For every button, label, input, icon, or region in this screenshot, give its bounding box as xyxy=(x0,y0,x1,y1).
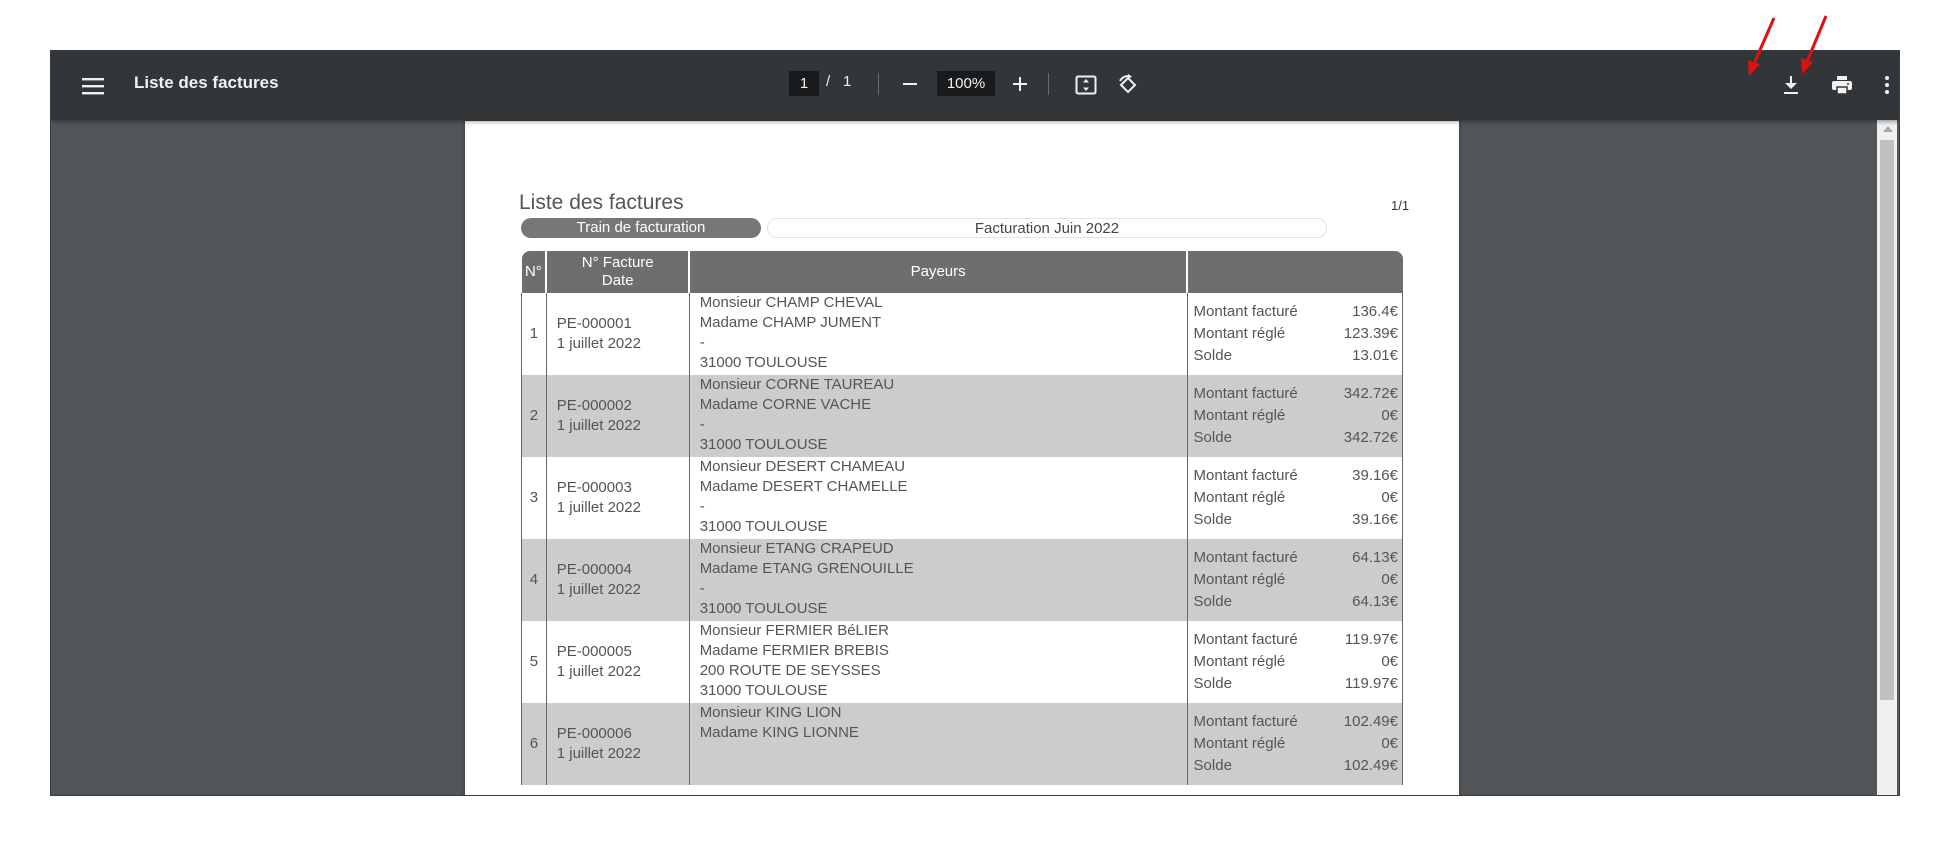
balance-label: Solde xyxy=(1193,347,1232,364)
paid-amount: 0€ xyxy=(1381,735,1398,752)
invoice-cell xyxy=(546,375,689,457)
pdf-page xyxy=(465,121,1459,796)
payer-line xyxy=(700,763,1187,783)
paid-amount: 123.39€ xyxy=(1343,325,1398,342)
payer-line: Monsieur FERMIER BéLIER xyxy=(699,622,889,639)
payer-line: Madame CORNE VACHE xyxy=(699,396,872,413)
billing-train-label: Train de facturation xyxy=(521,218,761,238)
balance-label: Solde xyxy=(1193,429,1232,446)
column-header-num: N° xyxy=(522,251,547,293)
amounts-cell xyxy=(1187,293,1402,375)
payer-line: Monsieur CHAMP CHEVAL xyxy=(699,294,883,311)
row-number: 4 xyxy=(522,539,547,621)
amounts-cell xyxy=(1187,703,1402,785)
invoice-cell xyxy=(546,621,689,703)
pdf-viewer xyxy=(50,50,1900,796)
payer-line: 31000 TOULOUSE xyxy=(699,518,828,535)
billed-amount: 39.16€ xyxy=(1352,467,1398,484)
amounts-cell xyxy=(1187,457,1402,539)
payer-line: Madame CHAMP JUMENT xyxy=(699,314,882,331)
payer-line: Madame KING LIONNE xyxy=(699,724,859,741)
document-title: Liste des factures xyxy=(134,73,279,92)
column-header-invoice-number: N° Facture xyxy=(581,254,654,271)
billed-amount: 119.97€ xyxy=(1344,631,1398,648)
payers-cell xyxy=(689,621,1187,703)
total-pages: 1 xyxy=(843,73,852,90)
billed-amount: 136.4€ xyxy=(1352,303,1398,320)
balance-amount: 119.97€ xyxy=(1344,675,1398,692)
payers-cell xyxy=(689,703,1187,785)
page-title: Liste des factures xyxy=(519,191,684,214)
paid-amount: 0€ xyxy=(1381,407,1398,424)
page-separator: / xyxy=(826,73,831,90)
table-header-row xyxy=(522,251,1403,293)
paid-label: Montant réglé xyxy=(1193,325,1286,342)
fit-page-icon[interactable] xyxy=(1072,71,1100,99)
row-number: 5 xyxy=(522,621,547,703)
invoice-number: PE-000005 xyxy=(556,643,632,660)
invoice-cell xyxy=(546,293,689,375)
column-header-amounts xyxy=(1187,251,1402,293)
table-row xyxy=(522,457,1403,539)
paid-label: Montant réglé xyxy=(1193,489,1286,506)
payers-cell xyxy=(689,375,1187,457)
amounts-cell xyxy=(1187,621,1402,703)
billed-amount: 342.72€ xyxy=(1343,385,1398,402)
invoice-table-body xyxy=(522,293,1403,785)
payer-line: - xyxy=(699,416,705,433)
payer-line: 31000 TOULOUSE xyxy=(699,436,828,453)
invoice-number: PE-000003 xyxy=(556,479,632,496)
balance-amount: 102.49€ xyxy=(1343,757,1398,774)
balance-amount: 39.16€ xyxy=(1352,511,1398,528)
invoice-number: PE-000002 xyxy=(556,397,632,414)
payer-line: Madame DESERT CHAMELLE xyxy=(699,478,908,495)
toolbar-divider xyxy=(1048,73,1049,95)
billed-amount: 64.13€ xyxy=(1352,549,1398,566)
scrollbar-thumb[interactable] xyxy=(1880,140,1894,700)
zoom-in-icon[interactable] xyxy=(1007,71,1033,97)
invoice-date: 1 juillet 2022 xyxy=(556,663,641,680)
current-page-input[interactable]: 1 xyxy=(789,71,819,96)
balance-amount: 342.72€ xyxy=(1343,429,1398,446)
invoice-number: PE-000001 xyxy=(556,315,632,332)
pdf-toolbar xyxy=(51,51,1899,120)
zoom-out-icon[interactable] xyxy=(897,71,923,97)
invoice-date: 1 juillet 2022 xyxy=(556,581,641,598)
payer-line: 31000 TOULOUSE xyxy=(699,600,828,617)
rotate-icon[interactable] xyxy=(1114,71,1142,99)
table-row xyxy=(522,375,1403,457)
column-header-invoice xyxy=(546,251,689,293)
invoice-table xyxy=(521,251,1403,785)
scroll-up-arrow-icon[interactable] xyxy=(1883,126,1893,132)
invoice-number: PE-000006 xyxy=(556,725,632,742)
payers-cell xyxy=(689,539,1187,621)
balance-label: Solde xyxy=(1193,593,1232,610)
invoice-date: 1 juillet 2022 xyxy=(556,335,641,352)
balance-amount: 13.01€ xyxy=(1352,347,1398,364)
annotation-arrow-print xyxy=(1792,0,1832,80)
page-indicator: 1/1 xyxy=(1391,198,1410,213)
billed-label: Montant facturé xyxy=(1193,385,1298,402)
table-row xyxy=(522,703,1403,785)
billed-label: Montant facturé xyxy=(1193,713,1298,730)
row-number: 2 xyxy=(522,375,547,457)
paid-amount: 0€ xyxy=(1381,489,1398,506)
payer-line: 31000 TOULOUSE xyxy=(699,354,828,371)
amounts-cell xyxy=(1187,539,1402,621)
payer-line: Madame FERMIER BREBIS xyxy=(699,642,889,659)
column-header-payers: Payeurs xyxy=(689,251,1187,293)
payer-line: 200 ROUTE DE SEYSSES xyxy=(699,662,881,679)
row-number: 6 xyxy=(522,703,547,785)
balance-label: Solde xyxy=(1193,511,1232,528)
billed-label: Montant facturé xyxy=(1193,303,1298,320)
billed-label: Montant facturé xyxy=(1193,467,1298,484)
row-number: 1 xyxy=(522,293,547,375)
annotation-arrow-download xyxy=(1740,0,1780,80)
paid-label: Montant réglé xyxy=(1193,407,1286,424)
paid-label: Montant réglé xyxy=(1193,653,1286,670)
payer-line: 31000 TOULOUSE xyxy=(699,682,828,699)
balance-label: Solde xyxy=(1193,675,1232,692)
paid-amount: 0€ xyxy=(1381,653,1398,670)
menu-icon[interactable] xyxy=(77,70,109,102)
zoom-input[interactable]: 100% xyxy=(937,71,995,96)
payer-line: Monsieur DESERT CHAMEAU xyxy=(699,458,906,475)
balance-amount: 64.13€ xyxy=(1352,593,1398,610)
payer-line: Monsieur KING LION xyxy=(699,704,842,721)
billing-train-value: Facturation Juin 2022 xyxy=(767,218,1327,238)
billed-amount: 102.49€ xyxy=(1343,713,1398,730)
paid-label: Montant réglé xyxy=(1193,571,1286,588)
toolbar-divider xyxy=(878,73,879,95)
payers-cell xyxy=(689,293,1187,375)
invoice-date: 1 juillet 2022 xyxy=(556,499,641,516)
amounts-cell xyxy=(1187,375,1402,457)
invoice-cell xyxy=(546,539,689,621)
column-header-date: Date xyxy=(601,272,634,289)
payer-line: Madame ETANG GRENOUILLE xyxy=(699,560,914,577)
payer-line: - xyxy=(699,334,705,351)
balance-label: Solde xyxy=(1193,757,1232,774)
billed-label: Montant facturé xyxy=(1193,549,1298,566)
more-options-icon[interactable] xyxy=(1877,71,1897,99)
invoice-cell xyxy=(546,457,689,539)
payer-line: - xyxy=(699,498,705,515)
table-row xyxy=(522,539,1403,621)
payer-line: Monsieur CORNE TAUREAU xyxy=(699,376,895,393)
payer-line: Monsieur ETANG CRAPEUD xyxy=(699,540,894,557)
table-row xyxy=(522,621,1403,703)
payers-cell xyxy=(689,457,1187,539)
paid-label: Montant réglé xyxy=(1193,735,1286,752)
table-row xyxy=(522,293,1403,375)
billed-label: Montant facturé xyxy=(1193,631,1298,648)
invoice-date: 1 juillet 2022 xyxy=(556,745,641,762)
payer-line: - xyxy=(699,580,705,597)
invoice-date: 1 juillet 2022 xyxy=(556,417,641,434)
payer-line xyxy=(700,743,1187,763)
invoice-cell xyxy=(546,703,689,785)
invoice-number: PE-000004 xyxy=(556,561,632,578)
paid-amount: 0€ xyxy=(1381,571,1398,588)
row-number: 3 xyxy=(522,457,547,539)
